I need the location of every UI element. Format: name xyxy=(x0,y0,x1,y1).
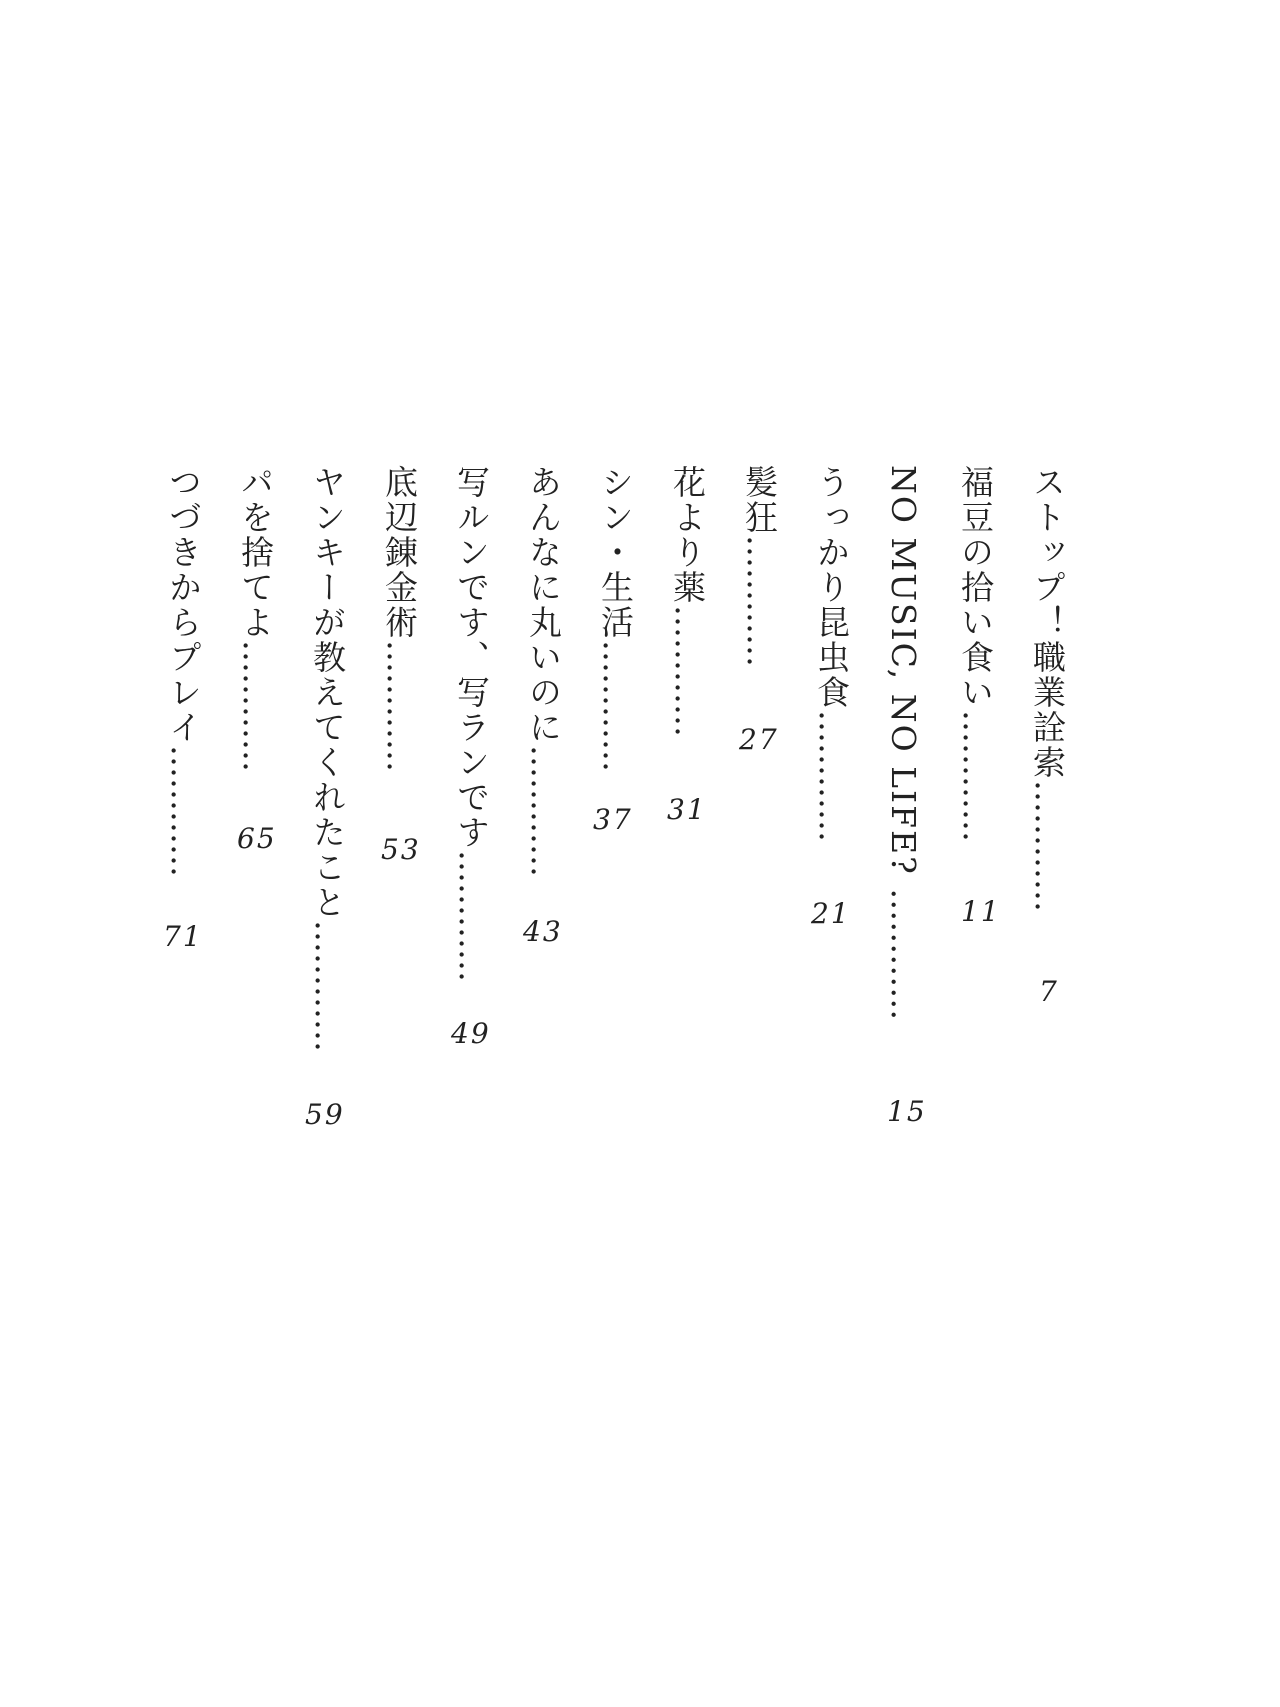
toc-page-number: 59 xyxy=(305,1098,345,1131)
toc-leader-dots: ………… xyxy=(668,605,707,737)
toc-page-number: 37 xyxy=(593,803,633,836)
toc-entry-title: 髪狂 xyxy=(740,465,779,535)
toc-entry[interactable] xyxy=(1013,465,1085,1165)
toc-page-number: 27 xyxy=(739,723,779,756)
toc-leader-dots: ………… xyxy=(1028,780,1067,912)
toc-entry[interactable] xyxy=(293,465,365,1165)
toc-page-number: 11 xyxy=(961,895,1001,928)
toc-entry[interactable] xyxy=(797,465,869,1165)
toc-page-number: 71 xyxy=(163,920,203,953)
toc-entry-title: 福豆の拾い食い xyxy=(956,465,995,710)
toc-entry-title: ヤンキーが教えてくれたこと xyxy=(308,465,347,920)
toc-entry[interactable] xyxy=(653,465,725,1165)
toc-entry-title: あんなに丸いのに xyxy=(524,465,563,745)
toc-page-number: 15 xyxy=(887,1095,927,1128)
toc-entry-title: NO MUSIC, NO LIFE? xyxy=(884,465,923,889)
toc-leader-dots: ………… xyxy=(380,640,419,772)
toc-leader-dots: ………… xyxy=(236,640,275,772)
toc-entry-title: パを捨てよ xyxy=(236,465,275,640)
toc-leader-dots: ………… xyxy=(308,920,347,1052)
toc-leader-dots: ………… xyxy=(524,745,563,877)
toc-entry[interactable] xyxy=(581,465,653,1165)
toc-page-number: 31 xyxy=(667,793,707,826)
toc-leader-dots: ………… xyxy=(740,535,779,667)
toc-entry[interactable] xyxy=(509,465,581,1165)
toc-page-number: 43 xyxy=(523,915,563,948)
toc-entry-title: 底辺錬金術 xyxy=(380,465,419,640)
toc-page-number: 65 xyxy=(237,822,277,855)
toc-entry[interactable] xyxy=(941,465,1013,1165)
toc-leader-dots: ………… xyxy=(884,888,923,1021)
toc-entry[interactable] xyxy=(365,465,437,1165)
toc-entry[interactable] xyxy=(725,465,797,1165)
toc-page-number: 7 xyxy=(1039,975,1059,1008)
toc-leader-dots: ………… xyxy=(164,745,203,877)
toc-entry-title: ストップ！職業詮索 xyxy=(1028,465,1067,780)
toc-entry[interactable] xyxy=(221,465,293,1165)
table-of-contents xyxy=(149,465,1085,1165)
toc-entry-title: つづきからプレイ xyxy=(164,465,203,745)
toc-entry[interactable] xyxy=(437,465,509,1165)
toc-entry-title: うっかり昆虫食 xyxy=(812,465,851,710)
toc-entry-title: 写ルンです、写ランです xyxy=(452,465,491,850)
toc-entry-title: 花より薬 xyxy=(668,465,707,605)
toc-page-number: 21 xyxy=(811,897,851,930)
toc-entry[interactable] xyxy=(149,465,221,1165)
toc-page-number: 49 xyxy=(451,1017,491,1050)
toc-entry[interactable] xyxy=(869,465,941,1165)
toc-entry-title: シン・生活 xyxy=(596,465,635,640)
toc-leader-dots: ………… xyxy=(812,710,851,842)
toc-leader-dots: ………… xyxy=(452,850,491,982)
toc-leader-dots: ………… xyxy=(956,710,995,842)
toc-page-number: 53 xyxy=(381,833,421,866)
toc-leader-dots: ………… xyxy=(596,640,635,772)
